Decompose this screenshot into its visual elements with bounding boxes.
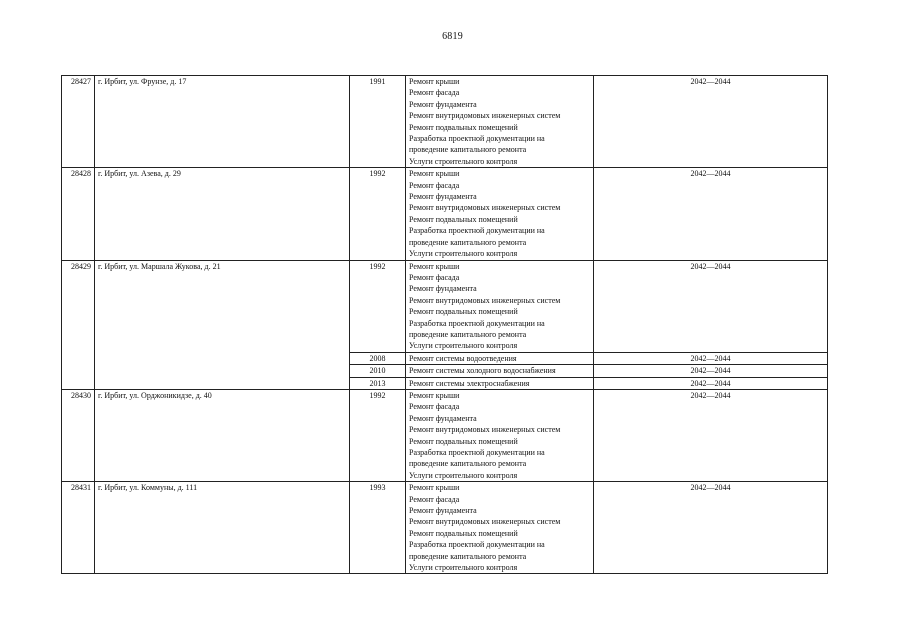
table-row xyxy=(62,260,828,352)
last-repair-year: 2013 xyxy=(350,377,406,389)
works-list xyxy=(406,482,594,574)
repair-period: 2042—2044 xyxy=(594,482,828,574)
work-item: Ремонт системы холодного водоснабжения xyxy=(406,365,594,377)
works-list xyxy=(406,76,594,168)
last-repair-year: 2010 xyxy=(350,365,406,377)
commissioning-year: 1991 xyxy=(350,76,406,168)
work-item: Услуги строительного контроля xyxy=(409,249,518,259)
work-item: Ремонт крыши xyxy=(409,483,460,493)
commissioning-year: 1992 xyxy=(350,389,406,481)
object-address: г. Ирбит, ул. Орджоникидзе, д. 40 xyxy=(95,389,350,481)
commissioning-year: 1992 xyxy=(350,168,406,260)
work-item: Ремонт фундамента xyxy=(409,99,477,109)
object-address: г. Ирбит, ул. Азева, д. 29 xyxy=(95,168,350,260)
table-body xyxy=(62,76,828,574)
work-item: Ремонт фасада xyxy=(409,180,460,190)
work-item: Ремонт крыши xyxy=(409,77,460,86)
work-item: Ремонт крыши xyxy=(409,261,460,271)
works-list xyxy=(406,260,594,352)
work-item: Ремонт подвальных помещений xyxy=(409,214,518,224)
page-number: 6819 xyxy=(442,31,463,42)
repair-period: 2042—2044 xyxy=(594,377,828,389)
object-id: 28427 xyxy=(62,76,95,168)
work-item: Ремонт фасада xyxy=(409,272,460,282)
work-item: Разработка проектной документации на xyxy=(409,134,545,144)
work-item: Ремонт подвальных помещений xyxy=(409,307,518,317)
work-item: Ремонт фундамента xyxy=(409,506,477,516)
works-list xyxy=(406,168,594,260)
work-item: Ремонт системы водоотведения xyxy=(406,352,594,364)
work-item: Ремонт внутридомовых инженерных систем xyxy=(409,425,561,435)
object-id: 28430 xyxy=(62,389,95,481)
last-repair-year: 2008 xyxy=(350,352,406,364)
work-item: Услуги строительного контроля xyxy=(409,156,518,166)
work-item: Разработка проектной документации на xyxy=(409,318,545,328)
work-item: Ремонт внутридомовых инженерных систем xyxy=(409,203,561,213)
table-row xyxy=(62,482,828,574)
work-item: Разработка проектной документации на xyxy=(409,448,545,457)
work-item: проведение капитального ремонта xyxy=(409,551,527,561)
work-item: Услуги строительного контроля xyxy=(409,341,518,351)
repair-period: 2042—2044 xyxy=(594,168,828,260)
work-item: проведение капитального ремонта xyxy=(409,329,527,339)
work-item: Ремонт внутридомовых инженерных систем xyxy=(409,111,561,121)
object-address: г. Ирбит, ул. Маршала Жукова, д. 21 xyxy=(95,260,350,389)
work-item: Ремонт подвальных помещений xyxy=(409,436,518,446)
work-item: Разработка проектной документации на xyxy=(409,540,545,550)
table-row xyxy=(62,389,828,481)
work-item: Ремонт подвальных помещений xyxy=(409,528,518,538)
work-item: Ремонт внутридомовых инженерных систем xyxy=(409,517,561,527)
work-item: Ремонт фасада xyxy=(409,402,460,412)
repair-period: 2042—2044 xyxy=(594,76,828,168)
work-item: Ремонт фундамента xyxy=(409,413,477,423)
work-item: Ремонт фундамента xyxy=(409,284,477,294)
work-item: Ремонт крыши xyxy=(409,169,460,179)
object-address: г. Ирбит, ул. Фрунзе, д. 17 xyxy=(95,76,350,168)
repair-period: 2042—2044 xyxy=(594,260,828,352)
commissioning-year: 1992 xyxy=(350,260,406,352)
repair-schedule-table xyxy=(61,75,828,574)
work-item: Ремонт фундамента xyxy=(409,192,477,202)
object-address: г. Ирбит, ул. Коммуны, д. 111 xyxy=(95,482,350,574)
work-item: Ремонт крыши xyxy=(409,390,460,400)
object-id: 28428 xyxy=(62,168,95,260)
work-item: Разработка проектной документации на xyxy=(409,226,545,236)
work-item: проведение капитального ремонта xyxy=(409,145,527,155)
object-id: 28431 xyxy=(62,482,95,574)
commissioning-year: 1993 xyxy=(350,482,406,574)
work-item: проведение капитального ремонта xyxy=(409,237,527,247)
repair-period: 2042—2044 xyxy=(594,389,828,481)
repair-period: 2042—2044 xyxy=(594,365,828,377)
repair-period: 2042—2044 xyxy=(594,352,828,364)
work-item: Услуги строительного контроля xyxy=(409,470,518,480)
table-row xyxy=(62,168,828,260)
work-item: Ремонт фасада xyxy=(409,494,460,504)
work-item: Ремонт фасада xyxy=(409,88,460,98)
table-row xyxy=(62,76,828,168)
work-item: Услуги строительного контроля xyxy=(409,563,518,573)
work-item: проведение капитального ремонта xyxy=(409,459,527,469)
work-item: Ремонт внутридомовых инженерных систем xyxy=(409,295,561,305)
works-list xyxy=(406,389,594,481)
work-item: Ремонт подвальных помещений xyxy=(409,122,518,132)
work-item: Ремонт системы электроснабжения xyxy=(406,377,594,389)
object-id: 28429 xyxy=(62,260,95,389)
